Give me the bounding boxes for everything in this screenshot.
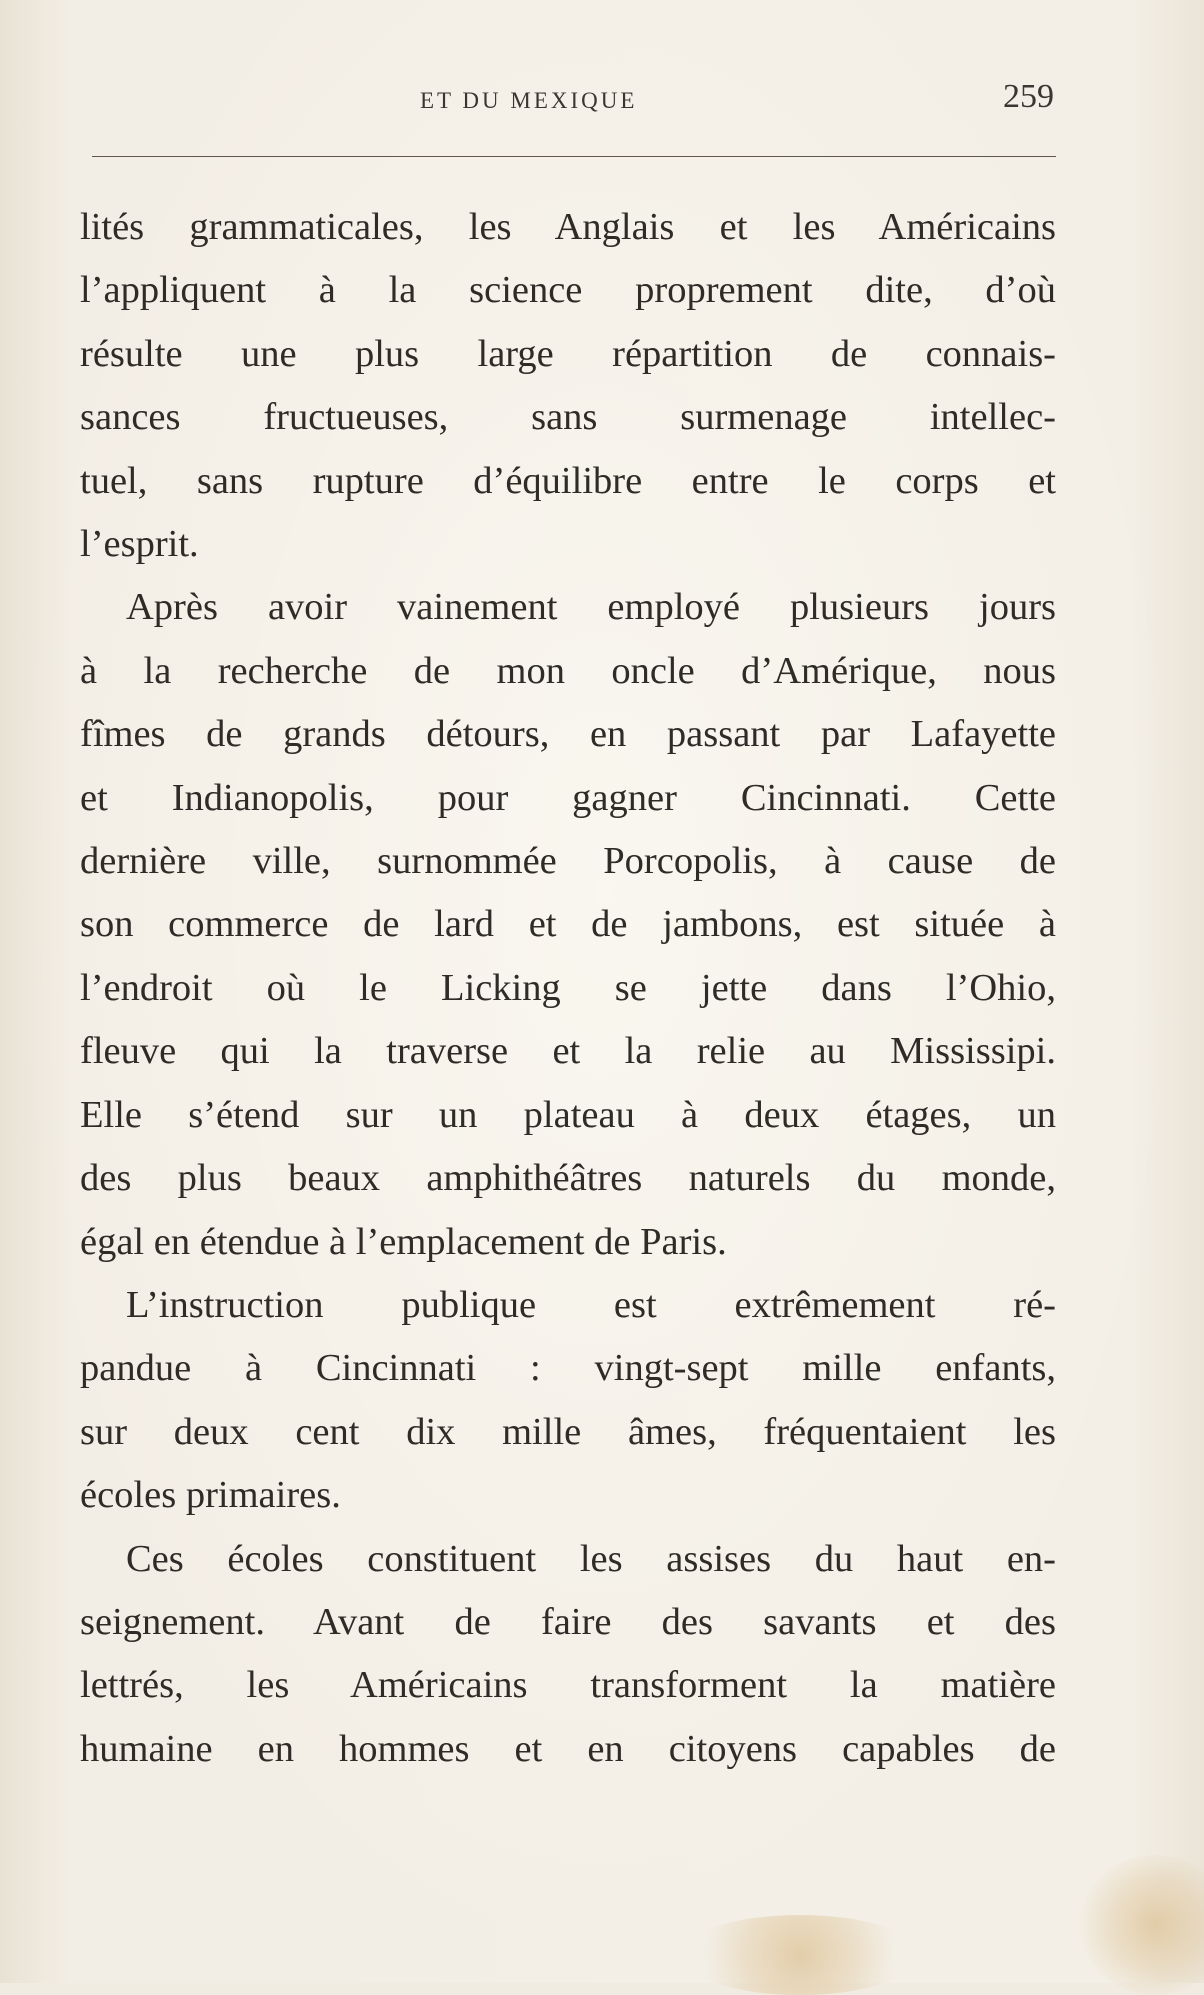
text-line: fleuve qui la traverse et la relie au Mississipi. <box>80 1030 1056 1073</box>
text-line: L’instruction publique est extrêmement ré- <box>126 1283 1056 1326</box>
text-line: écoles primaires. <box>80 1474 341 1517</box>
text-line: fîmes de grands détours, en passant par Lafayette <box>80 713 1056 756</box>
text-line: sur deux cent dix mille âmes, fréquentaient les <box>80 1410 1056 1453</box>
header-rule <box>92 156 1056 157</box>
text-line: humaine en hommes et en citoyens capables de <box>80 1727 1056 1770</box>
text-line: son commerce de lard et de jambons, est située à <box>80 903 1056 946</box>
text-line: résulte une plus large répartition de connais- <box>80 332 1056 375</box>
text-line: pandue à Cincinnati : vingt-sept mille enfants, <box>80 1347 1056 1390</box>
text-line: l’esprit. <box>80 523 199 566</box>
running-title: ET DU MEXIQUE <box>420 88 638 113</box>
text-line: lettrés, les Américains transforment la matière <box>80 1664 1056 1707</box>
text-line: Ces écoles constituent les assises du haut en- <box>126 1537 1056 1580</box>
text-line: lités grammaticales, les Anglais et les Américains <box>80 206 1056 248</box>
text-line: sances fructueuses, sans surmenage intellec- <box>80 396 1056 439</box>
text-line: des plus beaux amphithéâtres naturels du monde, <box>80 1157 1056 1200</box>
paper-stain <box>680 1915 920 1995</box>
text-line: à la recherche de mon oncle d’Amérique, nous <box>80 649 1056 692</box>
text-line: l’appliquent à la science proprement dite, d’où <box>80 269 1056 312</box>
text-line: l’endroit où le Licking se jette dans l’Ohio, <box>80 966 1056 1009</box>
text-line: seignement. Avant de faire des savants et des <box>80 1600 1056 1643</box>
body-text <box>80 196 1056 1781</box>
running-head <box>80 78 1056 128</box>
text-line: tuel, sans rupture d’équilibre entre le corps et <box>80 459 1056 502</box>
text-line: dernière ville, surnommée Porcopolis, à cause de <box>80 840 1056 883</box>
text-line: et Indianopolis, pour gagner Cincinnati. Cette <box>80 776 1056 819</box>
text-line: égal en étendue à l’emplacement de Paris. <box>80 1220 727 1263</box>
paper-stain <box>1080 1855 1204 1995</box>
text-line: Elle s’étend sur un plateau à deux étages, un <box>80 1093 1056 1136</box>
text-line: Après avoir vainement employé plusieurs jours <box>126 586 1056 629</box>
page-number: 259 <box>1003 78 1054 115</box>
